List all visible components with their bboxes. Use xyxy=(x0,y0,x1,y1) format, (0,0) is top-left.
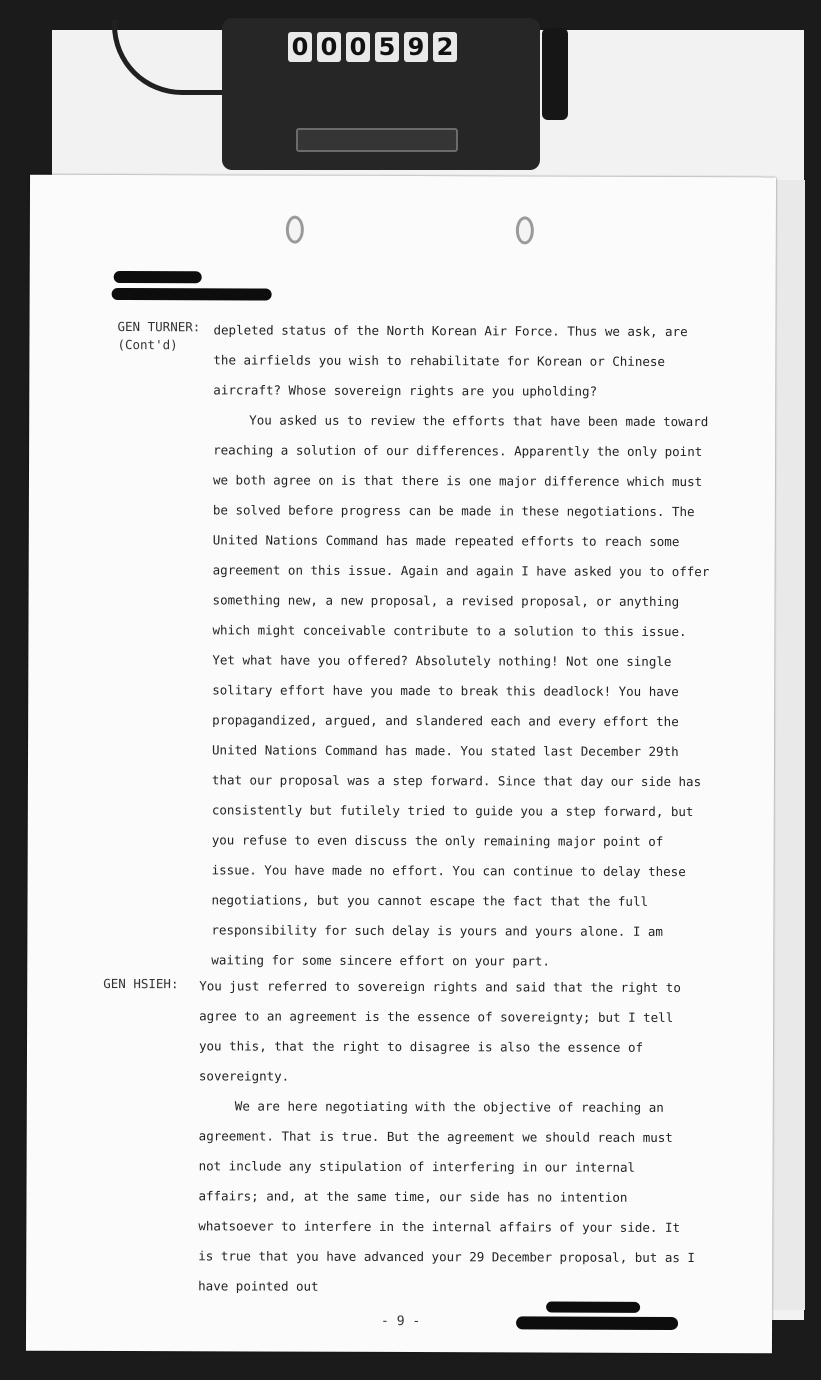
speech-paragraph: depleted status of the North Korean Air Force. Thus we ask, are the airfields you wish to rehabilitate for Korean or Chinese aircraft? Whose sovereign rights are you upholding? xyxy=(213,322,688,399)
counter-digit: 0 xyxy=(317,32,341,62)
speech-paragraph: You asked us to review the efforts that have been made toward reaching a solution of our differences. Apparently the only point we both agree on is that there is one major difference which must be solved before progress can be made in these negotiations. The United Nations Command has made repeated efforts to reach some agreement on this issue. Again and again I have asked you to offer something new, a new proposal, a revised proposal, or anything which might conceivable contribute to a solution to this issue. Yet what have you offered? Absolutely nothing! Not one single solitary effort have you made to break this deadlock! You have propagandized, argued, and slandered each and every effort the United Nations Command has made. You stated last December 29th that our proposal was a step forward. Since that day our side has consistently but futilely tried to guide you a step forward, but you refuse to even discuss the only remaining major point of issue. You have made no effort. You can continue to delay these negotiations, but you cannot escape the fact that the full responsibility for such delay is yours and yours alone. I am waiting for some sincere effort on your part. xyxy=(211,412,710,969)
counter-digit: 5 xyxy=(375,32,399,62)
speech-paragraph: You just referred to sovereign rights and said that the right to agree to an agreement is the essence of sovereignty; but I tell you this, that the right to disagree is also the essence of sovereignty. xyxy=(198,978,681,1084)
redaction-bar xyxy=(546,1302,640,1313)
counter-nameplate xyxy=(296,128,458,152)
counter-digit: 0 xyxy=(288,32,312,62)
counter-knob xyxy=(542,28,568,120)
speech-block xyxy=(211,315,713,977)
speech-paragraph: We are here negotiating with the objective of reaching an agreement. That is true. But the agreement we should reach must not include any stipulation of interfering in our internal affairs; and, at the same time, our side has no intention whatsoever to interfere in the internal affairs of your side. It is true that you have advanced your 29 December proposal, but as I have pointed out xyxy=(198,1098,696,1294)
frame-counter-digits xyxy=(288,32,457,62)
redaction-bar xyxy=(112,288,272,301)
counter-digit: 2 xyxy=(433,32,457,62)
redaction-bar xyxy=(516,1316,678,1330)
redaction-bar xyxy=(114,271,202,283)
punch-hole xyxy=(286,216,304,244)
speaker-label: GEN TURNER: (Cont'd) xyxy=(117,319,201,353)
counter-digit: 9 xyxy=(404,32,428,62)
document-page xyxy=(26,175,776,1354)
punch-hole xyxy=(516,216,534,244)
page-number: - 9 - xyxy=(381,1313,421,1330)
speech-block xyxy=(198,971,699,1303)
counter-digit: 0 xyxy=(346,32,370,62)
speaker-label: GEN HSIEH: xyxy=(103,975,179,992)
